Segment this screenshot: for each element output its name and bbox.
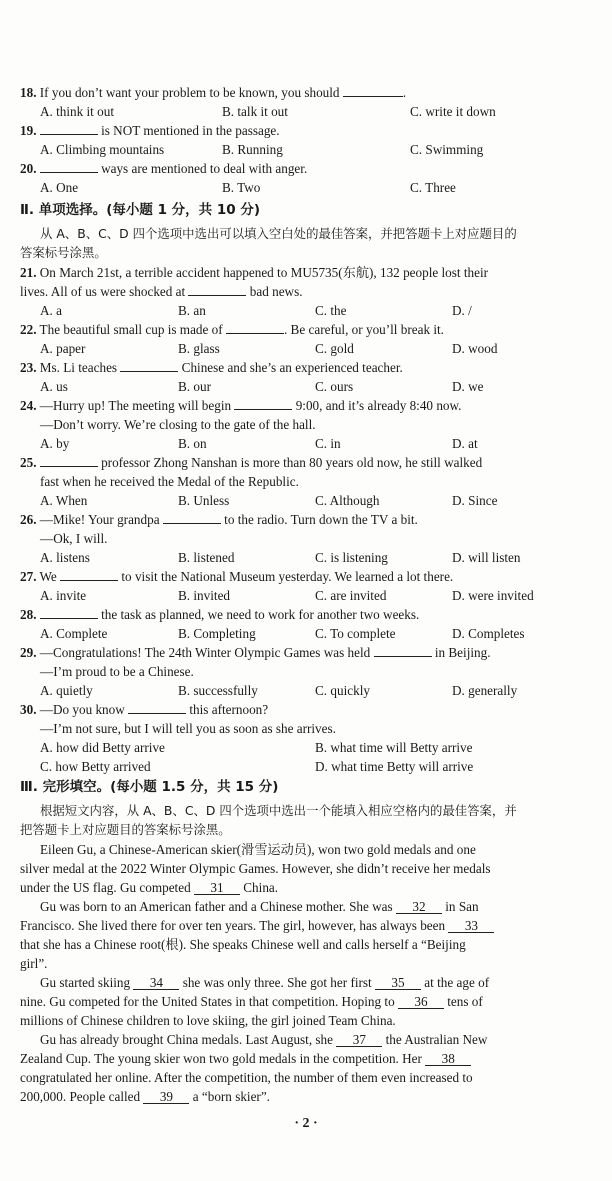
option-d: D. Completes (452, 626, 525, 641)
section-3-instructions-cont: 把答题卡上对应题目的答案标号涂黑。 (20, 822, 231, 837)
option-a: A. paper (40, 341, 86, 356)
option-d: D. wood (452, 341, 498, 356)
option-a: A. quietly (40, 683, 93, 698)
passage-line: Zealand Cup. The young skier won two gold medals in the competition. Her 38 (20, 1050, 471, 1067)
passage-line: nine. Gu competed for the United States in that competition. Hoping to 36 tens of (20, 994, 483, 1009)
option-d: D. were invited (452, 588, 534, 603)
page-number: · 2 · (294, 1116, 318, 1131)
passage-line: Francisco. She lived there for over ten years. The girl, however, has always been 33 (20, 917, 494, 934)
passage-line: 200,000. People called 39 a “born skier”. (20, 1089, 270, 1104)
option-b: B. our (178, 379, 211, 394)
passage-line: under the US flag. Gu competed 31 China. (20, 880, 279, 895)
option-b: B. Completing (178, 626, 256, 641)
question-22: 22. The beautiful small cup is made of . Be careful, or you’ll break it. (20, 322, 444, 337)
answer-blank (188, 283, 246, 296)
option-d: D. at (452, 436, 478, 451)
option-c: C. Three (410, 180, 456, 195)
cloze-blank-36: 36 (398, 996, 444, 1009)
answer-blank (120, 359, 178, 372)
option-a: A. invite (40, 588, 87, 603)
answer-blank (40, 160, 98, 173)
question-21: 21. On March 21st, a terrible accident happened to MU5735(东航), 132 people lost their (20, 265, 489, 280)
option-b: B. successfully (178, 683, 258, 698)
cloze-blank-39: 39 (143, 1091, 189, 1104)
cloze-blank-31: 31 (194, 882, 240, 895)
option-a: A. think it out (40, 104, 114, 119)
cloze-blank-37: 37 (336, 1034, 382, 1047)
option-c: C. how Betty arrived (40, 759, 151, 774)
option-d: D. will listen (452, 550, 521, 565)
passage-line: that she has a Chinese root(根). She speaks Chinese well and calls herself a “Beijing (20, 937, 466, 952)
question-20: 20. ways are mentioned to deal with anger. (20, 161, 308, 176)
question-30: 30. —Do you know this afternoon? (20, 702, 269, 717)
section-2-title: Ⅱ. 单项选择。(每小题 1 分，共 10 分) (20, 202, 261, 218)
answer-blank (234, 397, 292, 410)
option-c: C. Although (315, 493, 380, 508)
passage-line: Eileen Gu, a Chinese-American skier(滑雪运动员), won two gold medals and one (40, 842, 476, 857)
passage-line: millions of Chinese children to love skiing, the girl joined Team China. (20, 1013, 396, 1028)
question-27: 27. We to visit the National Museum yesterday. We learned a lot there. (20, 569, 454, 584)
option-b: B. what time will Betty arrive (315, 740, 473, 755)
passage-line: girl”. (20, 956, 48, 971)
option-a: A. Climbing mountains (40, 142, 165, 157)
question-18: 18. If you don’t want your problem to be known, you should . (20, 85, 407, 100)
option-a: A. us (40, 379, 68, 394)
option-b: B. Unless (178, 493, 230, 508)
answer-blank (40, 606, 98, 619)
answer-blank (60, 568, 118, 581)
option-c: C. is listening (315, 550, 388, 565)
option-a: A. a (40, 303, 62, 318)
answer-blank (374, 644, 432, 657)
option-a: A. When (40, 493, 88, 508)
option-a: A. by (40, 436, 70, 451)
question-24: 24. —Hurry up! The meeting will begin 9:00, and it’s already 8:40 now. (20, 398, 462, 413)
cloze-blank-38: 38 (425, 1053, 471, 1066)
section-2-instructions-cont: 答案标号涂黑。 (20, 245, 107, 260)
option-b: B. an (178, 303, 206, 318)
option-b: B. invited (178, 588, 231, 603)
section-3-title: Ⅲ. 完形填空。(每小题 1.5 分，共 15 分) (20, 779, 279, 795)
option-c: C. To complete (315, 626, 396, 641)
option-d: D. Since (452, 493, 498, 508)
option-a: A. listens (40, 550, 90, 565)
option-b: B. listened (178, 550, 235, 565)
option-b: B. glass (178, 341, 220, 356)
option-c: C. write it down (410, 104, 496, 119)
question-28: 28. the task as planned, we need to work for another two weeks. (20, 607, 420, 622)
option-a: A. One (40, 180, 79, 195)
cloze-blank-32: 32 (396, 901, 442, 914)
option-d: D. generally (452, 683, 518, 698)
question-23: 23. Ms. Li teaches Chinese and she’s an experienced teacher. (20, 360, 403, 375)
answer-blank (226, 321, 284, 334)
option-c: C. the (315, 303, 347, 318)
option-c: C. gold (315, 341, 354, 356)
cloze-blank-34: 34 (133, 977, 179, 990)
question-25: 25. professor Zhong Nanshan is more than 80 years old now, he still walked (20, 455, 483, 470)
cloze-blank-33: 33 (448, 920, 494, 933)
answer-blank (40, 122, 98, 135)
question-26: 26. —Mike! Your grandpa to the radio. Turn down the TV a bit. (20, 512, 418, 527)
option-c: C. in (315, 436, 341, 451)
answer-blank (343, 84, 403, 97)
section-2-instructions: 从 A、B、C、D 四个选项中选出可以填入空白处的最佳答案，并把答题卡上对应题目的 (40, 226, 517, 241)
option-d: D. we (452, 379, 484, 394)
option-d: D. what time Betty will arrive (315, 759, 474, 774)
option-b: B. Two (222, 180, 261, 195)
passage-line: congratulated her online. After the competition, the number of them even increased to (20, 1070, 473, 1085)
option-b: B. Running (222, 142, 283, 157)
option-a: A. Complete (40, 626, 108, 641)
section-3-instructions: 根据短文内容，从 A、B、C、D 四个选项中选出一个能填入相应空格内的最佳答案，并 (40, 803, 517, 818)
option-b: B. on (178, 436, 207, 451)
answer-blank (40, 454, 98, 467)
option-c: C. quickly (315, 683, 370, 698)
option-a: A. how did Betty arrive (40, 740, 165, 755)
option-c: C. Swimming (410, 142, 484, 157)
exam-page: 18. If you don’t want your problem to be known, you should . A. think it out B. talk it out C. write it down 19. is NOT mentioned in the passage. A. Climbing mountains B. Running C. Swimming 20. ways are mentioned to deal with anger. A. One B. Two C. Three Ⅱ. 单项选择。(每小题 1 分，共 10 分) 从 A、B、C、D 四个选项中选出可以填入空白处的最佳答案，并把答题卡上对应题目的 答案标号涂黑。 21. On March 21st, a terrible accident happened to MU5735(东航), 132 people lost their lives. All of us were shocked at bad news. A. a B. an C. the D. / 22. The beautiful small cup is made of . Be careful, or you’ll break it. A. paper B. glass C. gold D. wood 23. Ms. Li teaches Chinese and she’s an experienced teacher. A. us B. our C. ours D. we 24. —Hurry up! The meeting will begin 9:00, and it’s already 8:40 now. —Don’t worry. We’re closing to the gate of the hall. A. by B. on C. in D. at 25. professor Zhong Nanshan is more than 80 years old now, he still walked fast when he received the Medal of the Republic. A. When B. Unless C. Although D. Since 26. —Mike! Your grandpa to the radio. Turn down the TV a bit. —Ok, I will. A. listens B. listened C. is listening D. will listen 27. We to visit the National Museum yesterday. We learned a lot there. A. invite B. invited C. are invited D. were invited 28. the task as planned, we need to work for another two weeks. A. Complete B. Completing C. To complete D. Completes 29. —Congratulations! The 24th Winter Olympic Games was held in Beijing. —I’m proud to be a Chinese. A. quietly B. successfully C. quickly D. generally 30. —Do you know this afternoon? —I’m not sure, but I will tell you as soon as she arrives. A. how did Betty arrive B. what time will Betty arrive C. how Betty arrived D. what time Betty will arrive Ⅲ. 完形填空。(每小题 1.5 分，共 15 分) 根据短文内容，从 A、B、C、D 四个选项中选出一个能填入相应空格内的最佳答案，并 把答题卡上对应题目的答案标号涂黑。 Eileen Gu, a Chinese-American skier(滑雪运动员), won two gold medals and one silver medal at the 2022 Winter Olympic Games. However, she didn’t receive her medals under the US flag. Gu competed 31 China. Gu was born to an American father and a Chinese mother. She was 32 in San Francisco. She lived there for over ten years. The girl, however, has always been 33 that she has a Chinese root(根). She speaks Chinese well and calls herself a “Beijing girl”. Gu started skiing 34 she was only three. She got her first 35 at the age of nine. Gu competed for the United States in that competition. Hoping to 36 tens of millions of Chinese children to love skiing, the girl joined Team China. Gu has already brought China medals. Last August, she 37 the Australian New Zealand Cup. The young skier won two gold medals in the competition. Her 38 congratulated her online. After the competition, the number of them even increased to 200,000. People called 39 a “born skier”. · 2 · (0, 0, 612, 1181)
question-29: 29. —Congratulations! The 24th Winter Olympic Games was held in Beijing. (20, 645, 491, 660)
passage-line: Gu was born to an American father and a Chinese mother. She was 32 in San (40, 899, 479, 914)
answer-blank (128, 701, 186, 714)
passage-line: silver medal at the 2022 Winter Olympic Games. However, she didn’t receive her medals (20, 861, 491, 876)
question-19: 19. is NOT mentioned in the passage. (20, 123, 280, 138)
passage-line: Gu has already brought China medals. Last August, she 37 the Australian New (40, 1032, 488, 1047)
option-c: C. ours (315, 379, 354, 394)
option-c: C. are invited (315, 588, 387, 603)
option-d: D. / (452, 303, 472, 318)
cloze-blank-35: 35 (375, 977, 421, 990)
answer-blank (163, 511, 221, 524)
option-b: B. talk it out (222, 104, 288, 119)
passage-line: Gu started skiing 34 she was only three. She got her first 35 at the age of (40, 975, 490, 990)
